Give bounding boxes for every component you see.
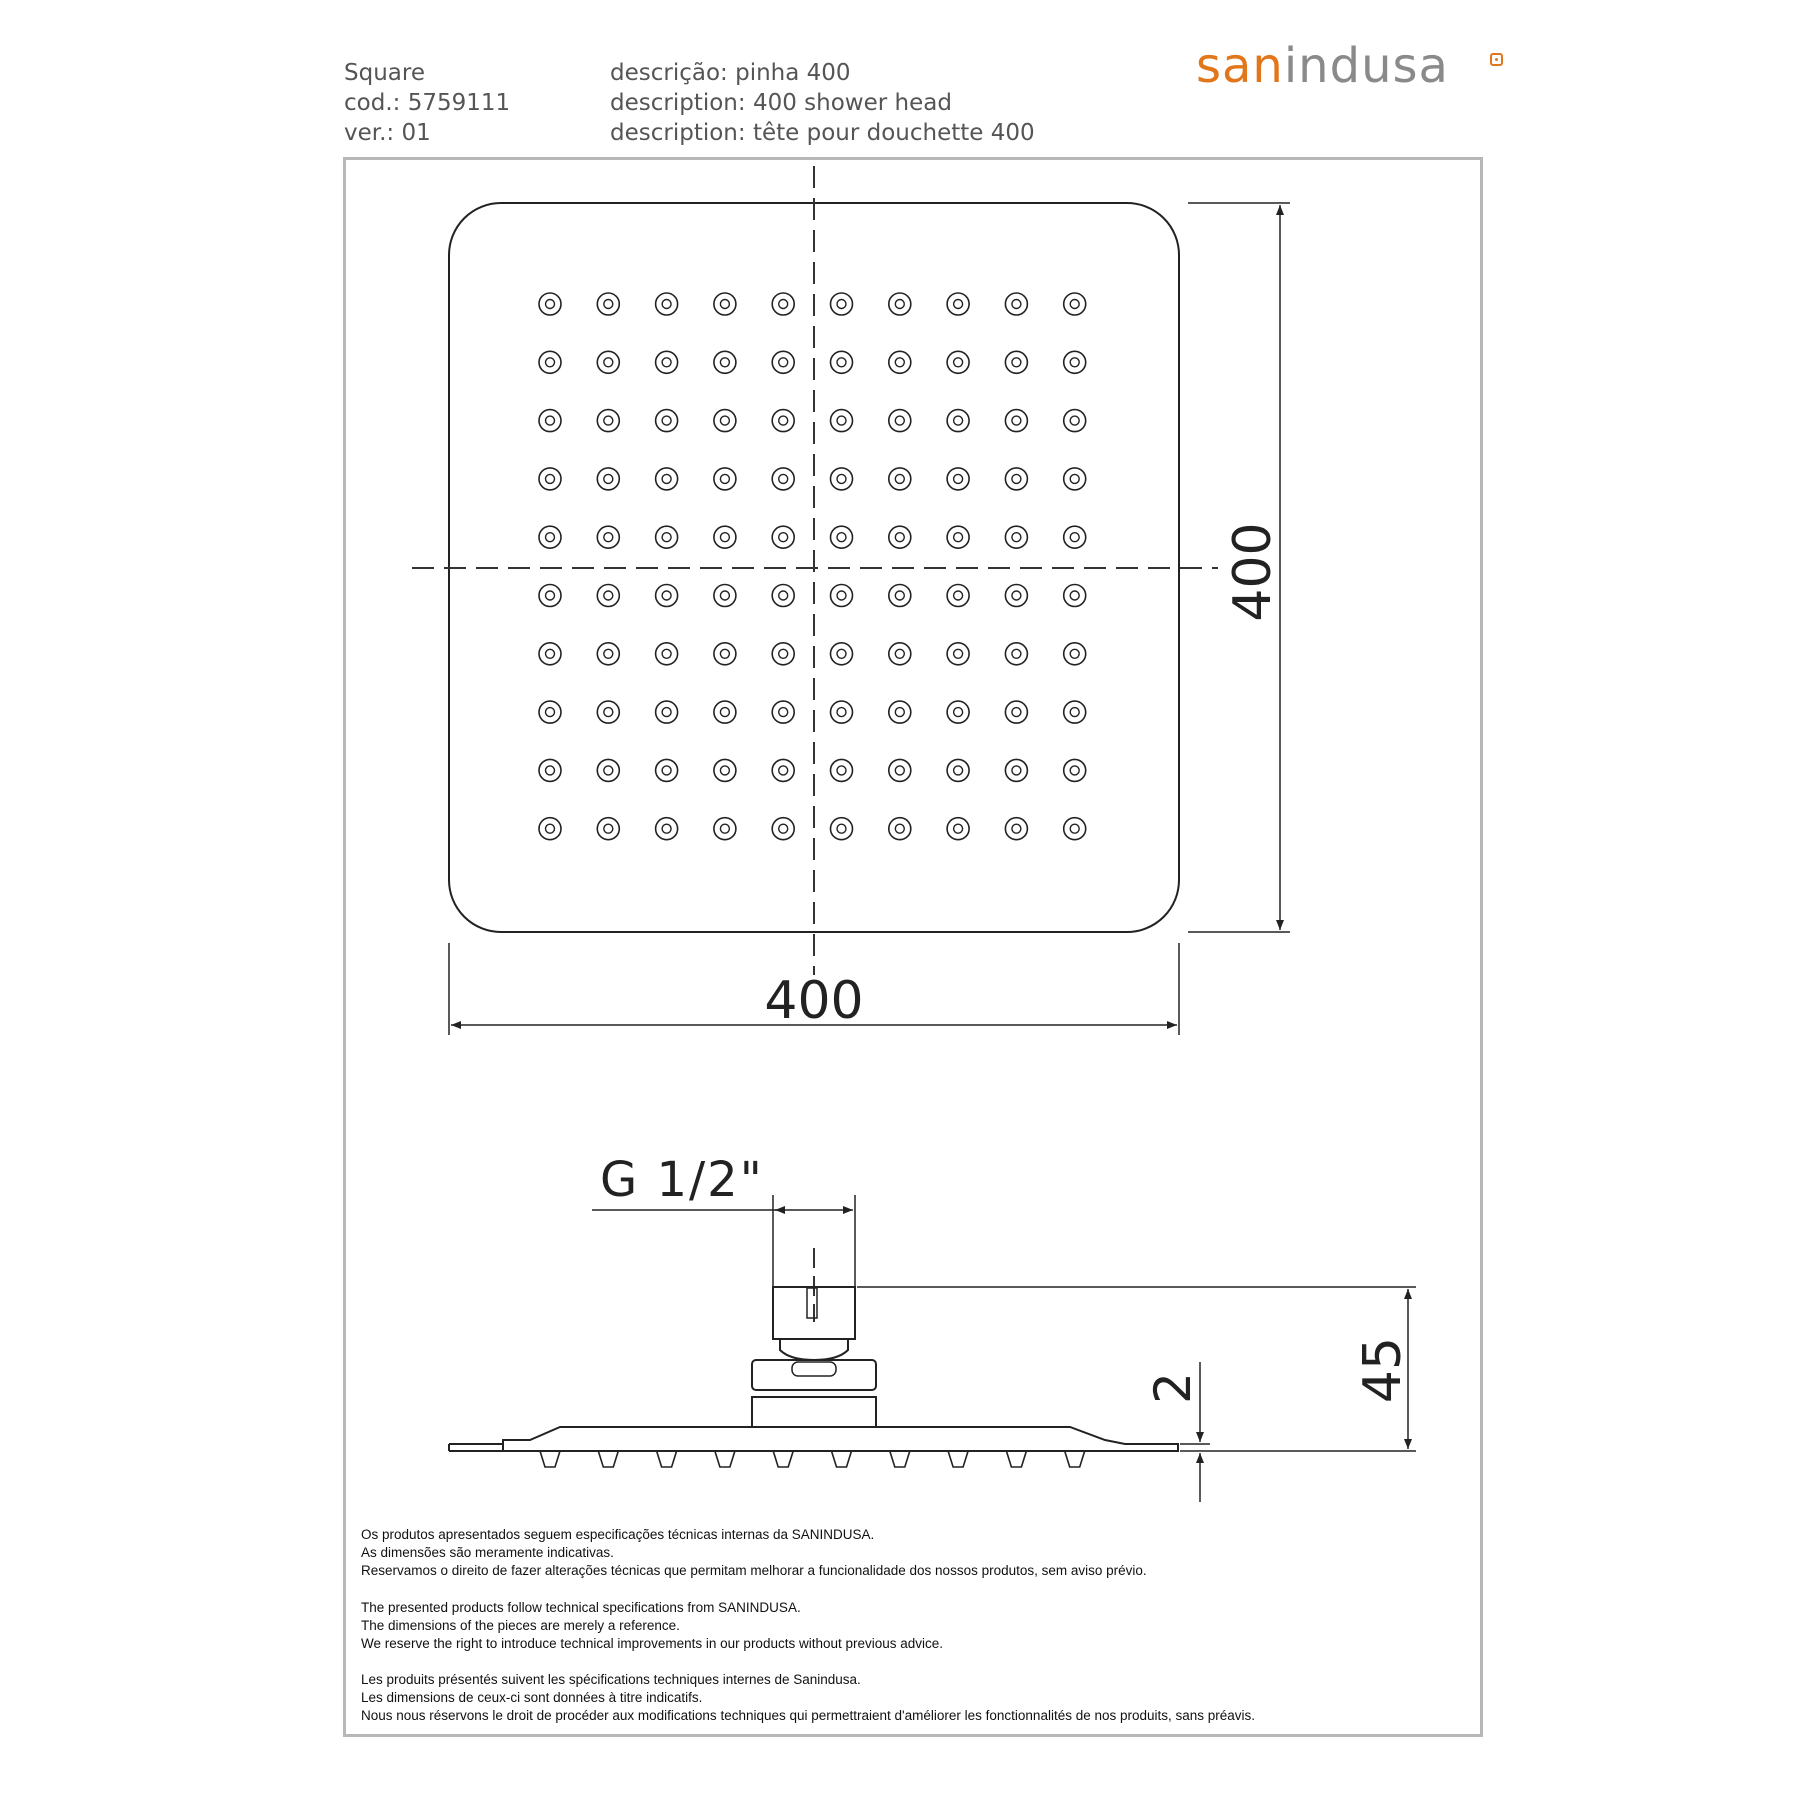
top-view	[412, 166, 1290, 1035]
note-line: Reservamos o direito de fazer alterações técnicas que permitam melhorar a funcionalidade dos nossos produtos, sem aviso prévio.	[361, 1563, 1147, 1578]
nozzle-grid	[539, 293, 1086, 840]
nozzle	[831, 701, 853, 723]
nozzle	[597, 759, 619, 781]
nozzle	[656, 643, 678, 665]
shower-plate-profile	[503, 1427, 1178, 1451]
nozzle	[772, 818, 794, 840]
nozzle	[656, 351, 678, 373]
nozzle	[714, 293, 736, 315]
nozzle	[1005, 351, 1027, 373]
nozzle	[1064, 351, 1086, 373]
nozzle	[1005, 643, 1027, 665]
nozzle	[1064, 759, 1086, 781]
nozzle	[889, 468, 911, 490]
notes-english	[361, 1599, 943, 1653]
nozzle	[772, 410, 794, 432]
nozzle	[1064, 410, 1086, 432]
nozzle	[539, 701, 561, 723]
note-line: Les dimensions de ceux-ci sont données à titre indicatifs.	[361, 1690, 703, 1705]
nozzle	[714, 759, 736, 781]
nozzle	[656, 468, 678, 490]
side-nozzle	[890, 1451, 910, 1467]
nozzle	[947, 585, 969, 607]
side-nozzle	[657, 1451, 677, 1467]
side-nozzle	[540, 1451, 560, 1467]
nozzle	[1064, 468, 1086, 490]
nozzle	[1064, 643, 1086, 665]
nozzle	[539, 410, 561, 432]
nozzle	[1064, 818, 1086, 840]
side-nozzle	[1006, 1451, 1026, 1467]
note-line: The presented products follow technical specifications from SANINDUSA.	[361, 1600, 801, 1615]
nozzle	[1005, 818, 1027, 840]
nozzle	[831, 759, 853, 781]
height-45-label: 45	[1353, 1336, 1413, 1404]
nozzle	[714, 818, 736, 840]
side-nozzle	[948, 1451, 968, 1467]
note-line: We reserve the right to introduce technical improvements in our products without previous advice.	[361, 1636, 944, 1651]
nozzle	[947, 410, 969, 432]
product-name: Square	[344, 60, 425, 86]
nozzle	[772, 643, 794, 665]
nozzle	[597, 468, 619, 490]
nozzle	[947, 643, 969, 665]
nozzle	[656, 818, 678, 840]
nozzle	[714, 351, 736, 373]
nozzle	[831, 351, 853, 373]
notes-portuguese	[361, 1526, 1147, 1580]
nozzle	[539, 643, 561, 665]
nozzle	[947, 526, 969, 548]
note-line: Nous nous réservons le droit de procéder aux modifications techniques qui permettraient d'améliorer les fonctionnalités de nos produits, sans préavis.	[361, 1708, 1256, 1723]
nozzle	[772, 468, 794, 490]
nozzle	[947, 351, 969, 373]
nozzle	[831, 818, 853, 840]
nozzle	[656, 701, 678, 723]
nozzle	[539, 468, 561, 490]
nozzle	[772, 351, 794, 373]
nozzle	[772, 293, 794, 315]
nozzle	[656, 410, 678, 432]
nozzle	[1005, 468, 1027, 490]
nozzle	[831, 293, 853, 315]
nut-slot	[807, 1288, 817, 1318]
nozzle	[539, 526, 561, 548]
nozzle	[1064, 293, 1086, 315]
nozzle	[656, 759, 678, 781]
nozzle	[889, 701, 911, 723]
nozzle	[889, 759, 911, 781]
joint-housing	[752, 1360, 876, 1390]
nozzle	[597, 585, 619, 607]
nozzle	[1064, 585, 1086, 607]
nozzle	[1005, 526, 1027, 548]
nozzle	[831, 526, 853, 548]
nozzle	[831, 468, 853, 490]
nozzle	[772, 585, 794, 607]
housing-window	[792, 1362, 836, 1376]
housing-base	[752, 1397, 876, 1427]
nozzle	[772, 701, 794, 723]
side-nozzle	[1065, 1451, 1085, 1467]
nozzle	[1005, 701, 1027, 723]
side-view	[449, 1152, 1416, 1502]
side-nozzle	[773, 1451, 793, 1467]
side-nozzle	[715, 1451, 735, 1467]
nozzle	[772, 759, 794, 781]
nozzle	[714, 585, 736, 607]
description-fr: description: tête pour douchette 400	[610, 120, 1035, 146]
product-version: ver.: 01	[344, 120, 431, 146]
nozzle	[539, 585, 561, 607]
nozzle	[656, 526, 678, 548]
nozzle	[714, 410, 736, 432]
nozzle	[831, 585, 853, 607]
width-dimension-label: 400	[764, 971, 864, 1031]
product-code: cod.: 5759111	[344, 90, 511, 116]
nozzle	[539, 818, 561, 840]
nozzle	[539, 293, 561, 315]
nozzle	[1005, 585, 1027, 607]
nozzle	[1064, 526, 1086, 548]
nozzle	[1005, 293, 1027, 315]
nozzle	[947, 293, 969, 315]
nozzle	[889, 351, 911, 373]
nozzle	[947, 468, 969, 490]
side-nozzle	[832, 1451, 852, 1467]
nozzle	[597, 701, 619, 723]
nozzle	[656, 293, 678, 315]
nozzle	[597, 818, 619, 840]
nozzle	[656, 585, 678, 607]
nozzle	[714, 468, 736, 490]
note-line: The dimensions of the pieces are merely a reference.	[361, 1618, 680, 1633]
nozzle	[597, 351, 619, 373]
nozzle	[831, 643, 853, 665]
brand-logo-part1: san	[1196, 38, 1284, 94]
notes-french	[361, 1671, 1255, 1725]
nozzle	[772, 526, 794, 548]
nozzle	[539, 759, 561, 781]
nozzle	[889, 410, 911, 432]
nozzle	[947, 759, 969, 781]
brand-logo-part2: indusa	[1283, 38, 1449, 94]
nozzle	[597, 643, 619, 665]
nozzle	[889, 643, 911, 665]
nozzle	[597, 293, 619, 315]
plate-thickness-label: 2	[1144, 1372, 1202, 1404]
nozzle	[831, 410, 853, 432]
nozzle	[889, 818, 911, 840]
nozzle	[1064, 701, 1086, 723]
side-nozzle	[598, 1451, 618, 1467]
height-dimension-label: 400	[1223, 522, 1283, 622]
nozzle	[889, 526, 911, 548]
nozzle	[597, 410, 619, 432]
nozzle	[947, 701, 969, 723]
nozzle	[539, 351, 561, 373]
nozzle	[714, 643, 736, 665]
nozzle	[1005, 759, 1027, 781]
nozzle	[947, 818, 969, 840]
note-line: As dimensões são meramente indicativas.	[361, 1545, 614, 1560]
nozzle	[889, 585, 911, 607]
description-pt: descrição: pinha 400	[610, 60, 851, 86]
ball-joint	[780, 1339, 848, 1360]
note-line: Les produits présentés suivent les spécifications techniques internes de Sanindusa.	[361, 1672, 861, 1687]
side-nozzle-row	[540, 1451, 1085, 1467]
thread-size-label: G 1/2"	[600, 1152, 764, 1208]
nozzle	[597, 526, 619, 548]
nozzle	[1005, 410, 1027, 432]
nozzle	[714, 526, 736, 548]
nozzle	[714, 701, 736, 723]
note-line: Os produtos apresentados seguem especificações técnicas internas da SANINDUSA.	[361, 1527, 875, 1542]
nozzle	[889, 293, 911, 315]
description-en: description: 400 shower head	[610, 90, 952, 116]
